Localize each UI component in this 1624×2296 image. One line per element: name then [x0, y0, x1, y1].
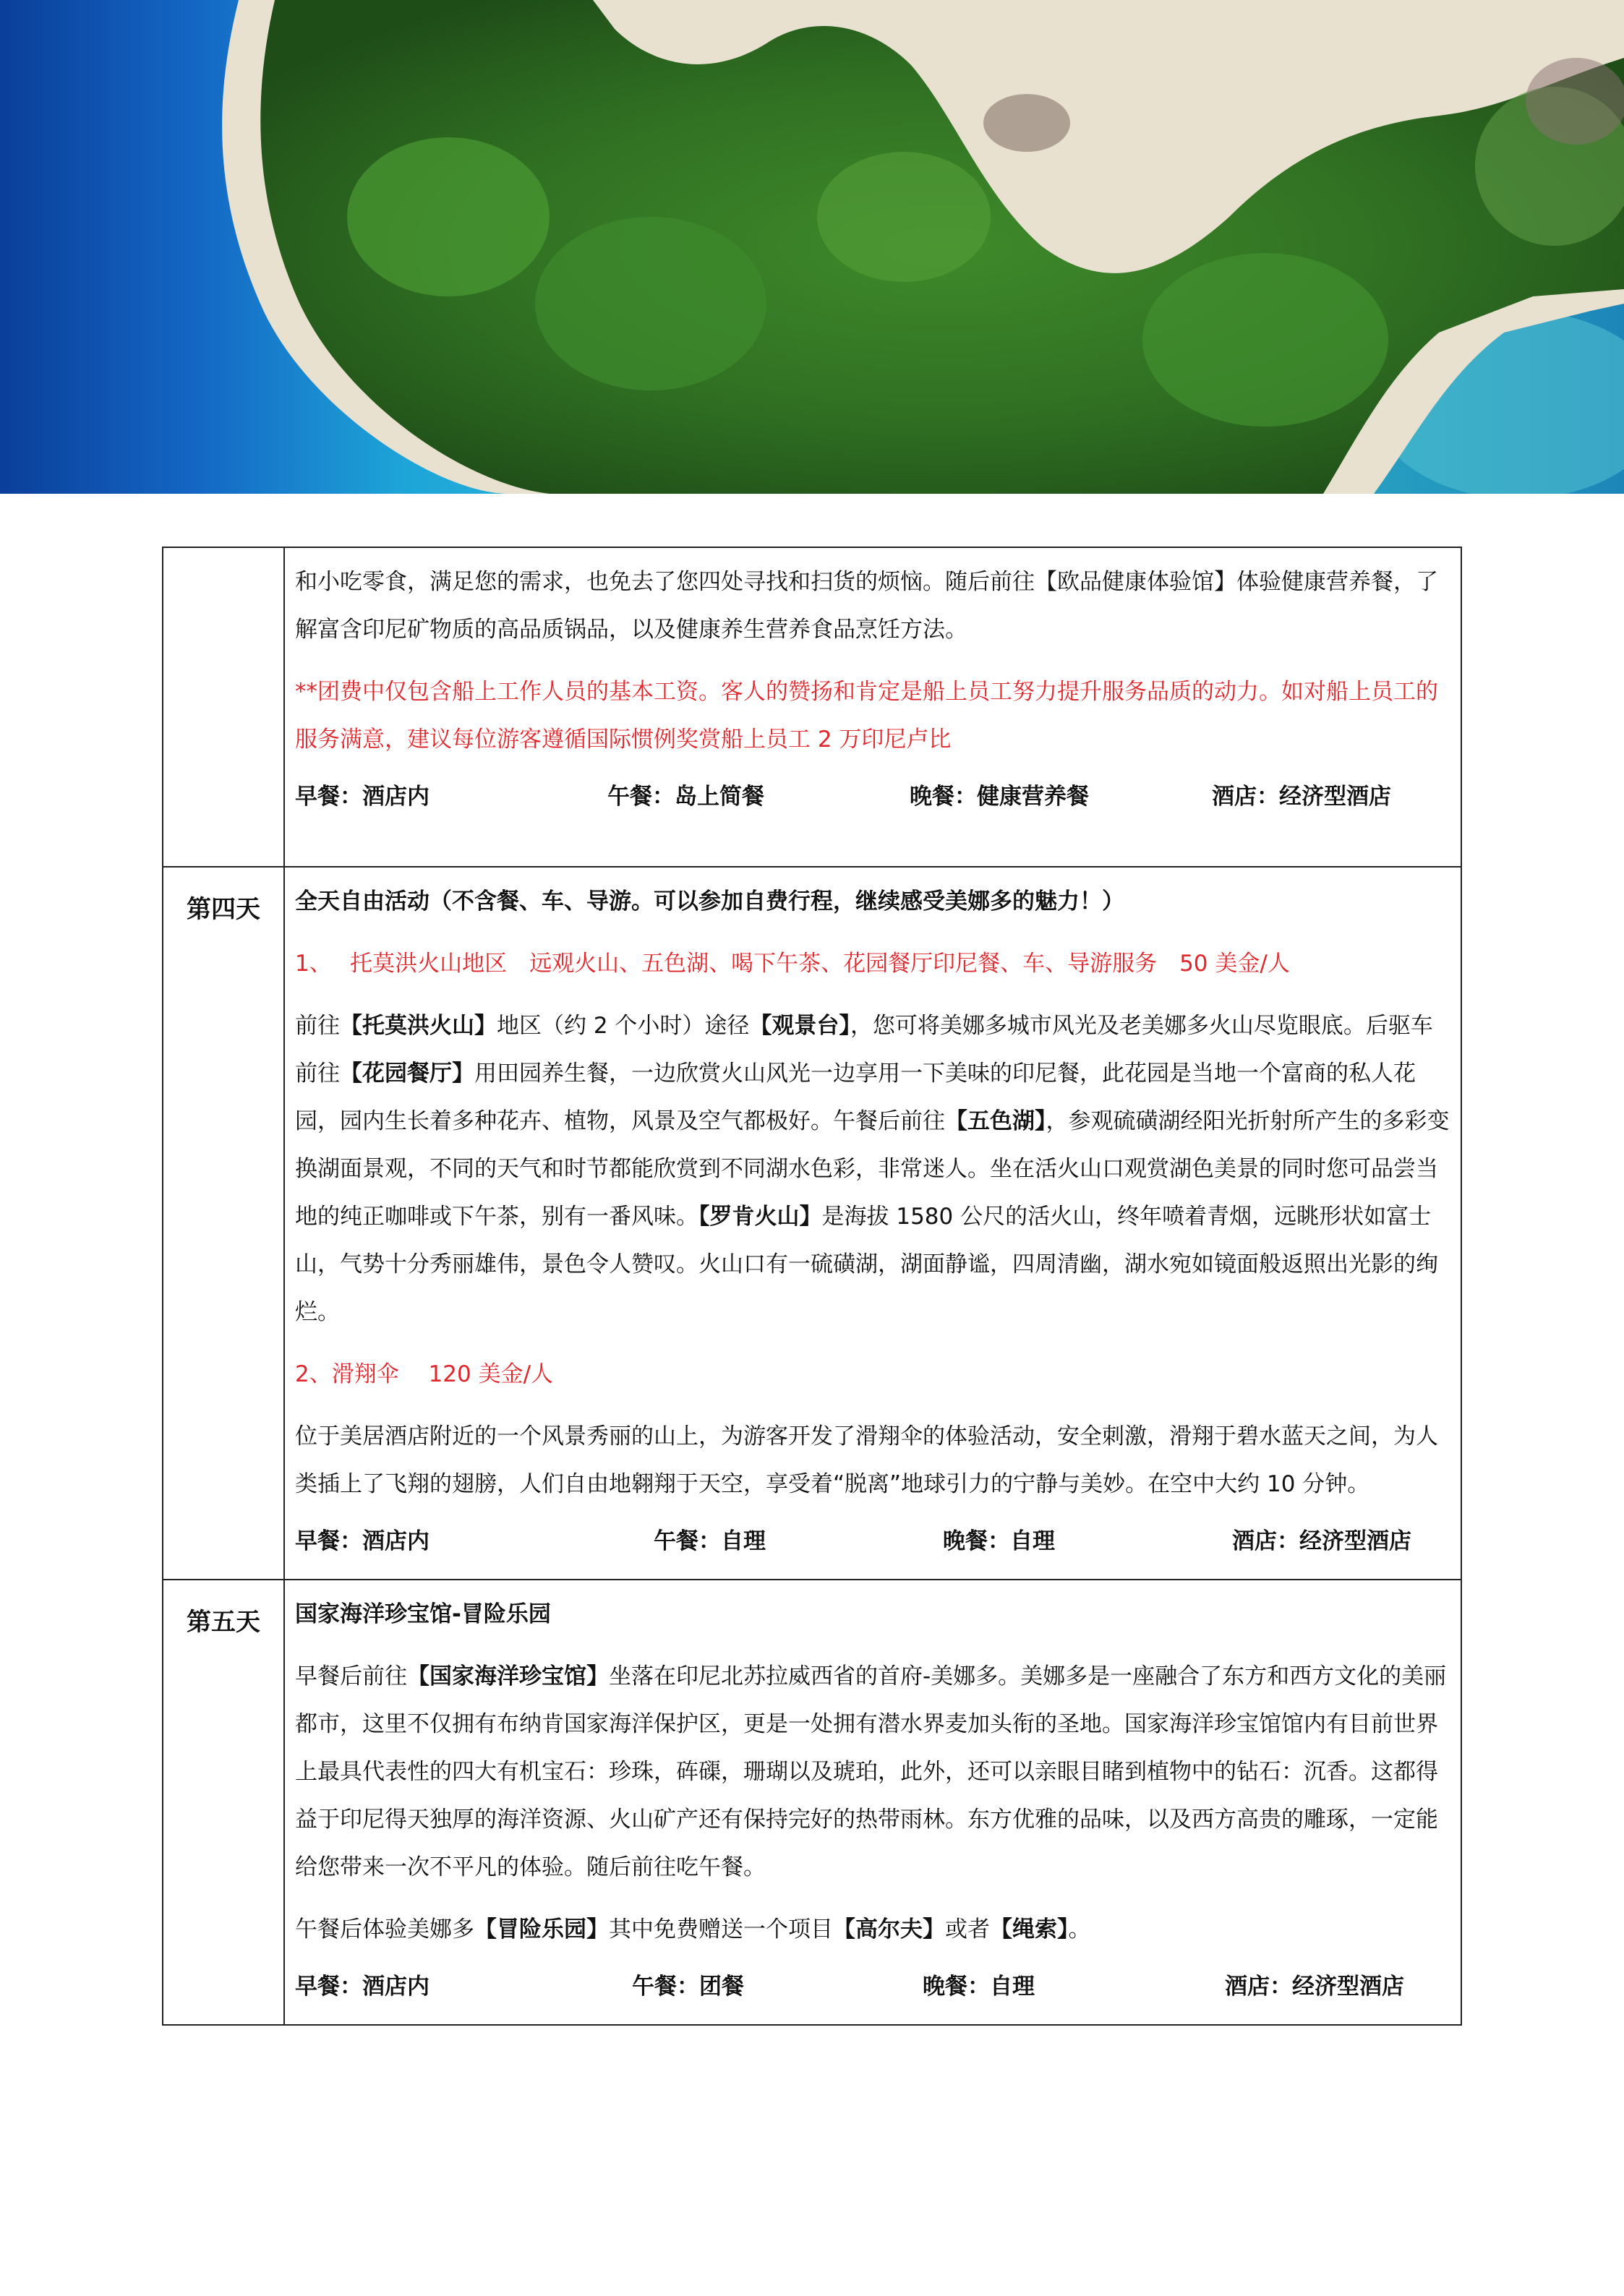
lunch: 午餐：自理 — [654, 1528, 766, 1554]
optional-tour-1: 1、 托莫洪火山地区 远观火山、五色湖、喝下午茶、花园餐厅印尼餐、车、导游服务 50 美金/人 — [295, 951, 1290, 977]
text-run: ，您可将美娜多城市风光及老美娜多火山尽览眼底。后驱车前往 — [295, 1013, 1433, 1087]
hotel: 酒店：经济型酒店 — [1212, 784, 1391, 810]
highlight-term: 【高尔夫】 — [833, 1916, 945, 1942]
day-title: 国家海洋珍宝馆-冒险乐园 — [295, 1601, 551, 1627]
text-run: 或者 — [945, 1916, 990, 1942]
highlight-term: 【花园餐厅】 — [340, 1061, 474, 1087]
text-run: 是海拔 1580 公尺的活火山，终年喷着青烟，远眺形状如富士山，气势十分秀丽雄伟，景色令人赞叹。火山口有一硫磺湖，湖面静谧，四周清幽，湖水宛如镜面般返照出光影的绚烂。 — [295, 1204, 1438, 1325]
breakfast: 早餐：酒店内 — [295, 1974, 429, 2000]
highlight-term: 【冒险乐园】 — [474, 1916, 609, 1942]
breakfast: 早餐：酒店内 — [295, 1528, 429, 1554]
table-row-continued — [163, 547, 1461, 867]
continued-paragraph: 和小吃零食，满足您的需求，也免去了您四处寻找和扫货的烦恼。随后前往【欧品健康体验馆】体验健康营养餐，了解富含印尼矿物质的高品质锅品，以及健康养生营养食品烹饪方法。 — [295, 569, 1438, 643]
text-run: 前往 — [295, 1013, 340, 1039]
highlight-term: 【国家海洋珍宝馆】 — [407, 1663, 609, 1689]
day-label-empty — [163, 547, 284, 867]
text-run: 坐落在印尼北苏拉威西省的首府-美娜多。美娜多是一座融合了东方和西方文化的美丽都市，这里不仅拥有布纳肯国家海洋保护区，更是一处拥有潜水界麦加头衔的圣地。国家海洋珍宝馆馆内有目前世界上最具代表性的四大有机宝石：珍珠，砗磲，珊瑚以及琥珀，此外，还可以亲眼目睹到植物中的钻石：沉香。这都得益于印尼得天独厚的海洋资源、火山矿产还有保持完好的热带雨林。东方优雅的品味，以及西方高贵的雕琢，一定能给您带来一次不平凡的体验。随后前往吃午餐。 — [295, 1663, 1447, 1880]
text-run: ，参观硫磺湖经阳光折射所产生的多彩变换湖面景观，不同的天气和时节都能欣赏到不同湖水色彩，非常迷人。坐在活火山口观赏湖色美景的同时您可品尝当地的纯正咖啡或下午茶，别有一番风味。 — [295, 1108, 1450, 1230]
text-run: 地区（约 2 个小时）途径 — [497, 1013, 750, 1039]
text-run: 午餐后体验美娜多 — [295, 1916, 474, 1942]
breakfast: 早餐：酒店内 — [295, 784, 429, 810]
meals-row — [295, 775, 1450, 818]
day5-description — [295, 1653, 1450, 1891]
highlight-term: 【托莫洪火山】 — [340, 1013, 497, 1039]
day-title: 全天自由活动（不含餐、车、导游。可以参加自费行程，继续感受美娜多的魅力！） — [295, 888, 1124, 914]
highlight-term: 【罗肯火山】 — [698, 1204, 822, 1230]
lunch: 午餐：岛上简餐 — [607, 784, 764, 810]
text-run: 。 — [1068, 1916, 1091, 1942]
day3-continued-content — [284, 547, 1461, 867]
itinerary-table — [162, 547, 1462, 2026]
dinner: 晚餐：健康营养餐 — [910, 784, 1089, 810]
highlight-term: 【五色湖】 — [945, 1108, 1046, 1134]
day5-content — [284, 1580, 1461, 2025]
text-run: 早餐后前往 — [295, 1663, 407, 1689]
highlight-term: 【观景台】 — [749, 1013, 850, 1039]
day-label: 第五天 — [163, 1580, 284, 2025]
highlight-term: 【绳索】 — [990, 1916, 1069, 1942]
dinner: 晚餐：自理 — [923, 1974, 1035, 2000]
meals-row — [295, 1965, 1450, 2008]
text-run: 用田园养生餐，一边欣赏火山风光一边享用一下美味的印尼餐，此花园是当地一个富商的私人花园，园内生长着多种花卉、植物，风景及空气都极好。午餐后前往 — [295, 1061, 1416, 1134]
meals-row — [295, 1520, 1450, 1563]
tip-note: **团费中仅包含船上工作人员的基本工资。客人的赞扬和肯定是船上员工努力提升服务品质的动力。如对船上员工的服务满意，建议每位游客遵循国际惯例奖赏船上员工 2 万印尼卢比 — [295, 679, 1438, 753]
optional-tour-2-description: 位于美居酒店附近的一个风景秀丽的山上，为游客开发了滑翔伞的体验活动，安全刺激，滑翔于碧水蓝天之间，为人类插上了飞翔的翅膀，人们自由地翱翔于天空，享受着“脱离”地球引力的宁静与美妙。在空中大约 10 分钟。 — [295, 1423, 1438, 1497]
hotel: 酒店：经济型酒店 — [1225, 1974, 1404, 2000]
lunch: 午餐：团餐 — [632, 1974, 744, 2000]
optional-tour-2: 2、滑翔伞 120 美金/人 — [295, 1361, 554, 1387]
header-island-photo — [0, 0, 1624, 494]
text-run: 其中免费赠送一个项目 — [609, 1916, 833, 1942]
hotel: 酒店：经济型酒店 — [1232, 1528, 1411, 1554]
day4-content — [284, 867, 1461, 1580]
optional-tour-1-description — [295, 1002, 1450, 1336]
table-row-day5 — [163, 1580, 1461, 2025]
table-row-day4 — [163, 867, 1461, 1580]
dinner: 晚餐：自理 — [943, 1528, 1055, 1554]
day-label: 第四天 — [163, 867, 284, 1580]
day5-afternoon — [295, 1906, 1450, 1953]
